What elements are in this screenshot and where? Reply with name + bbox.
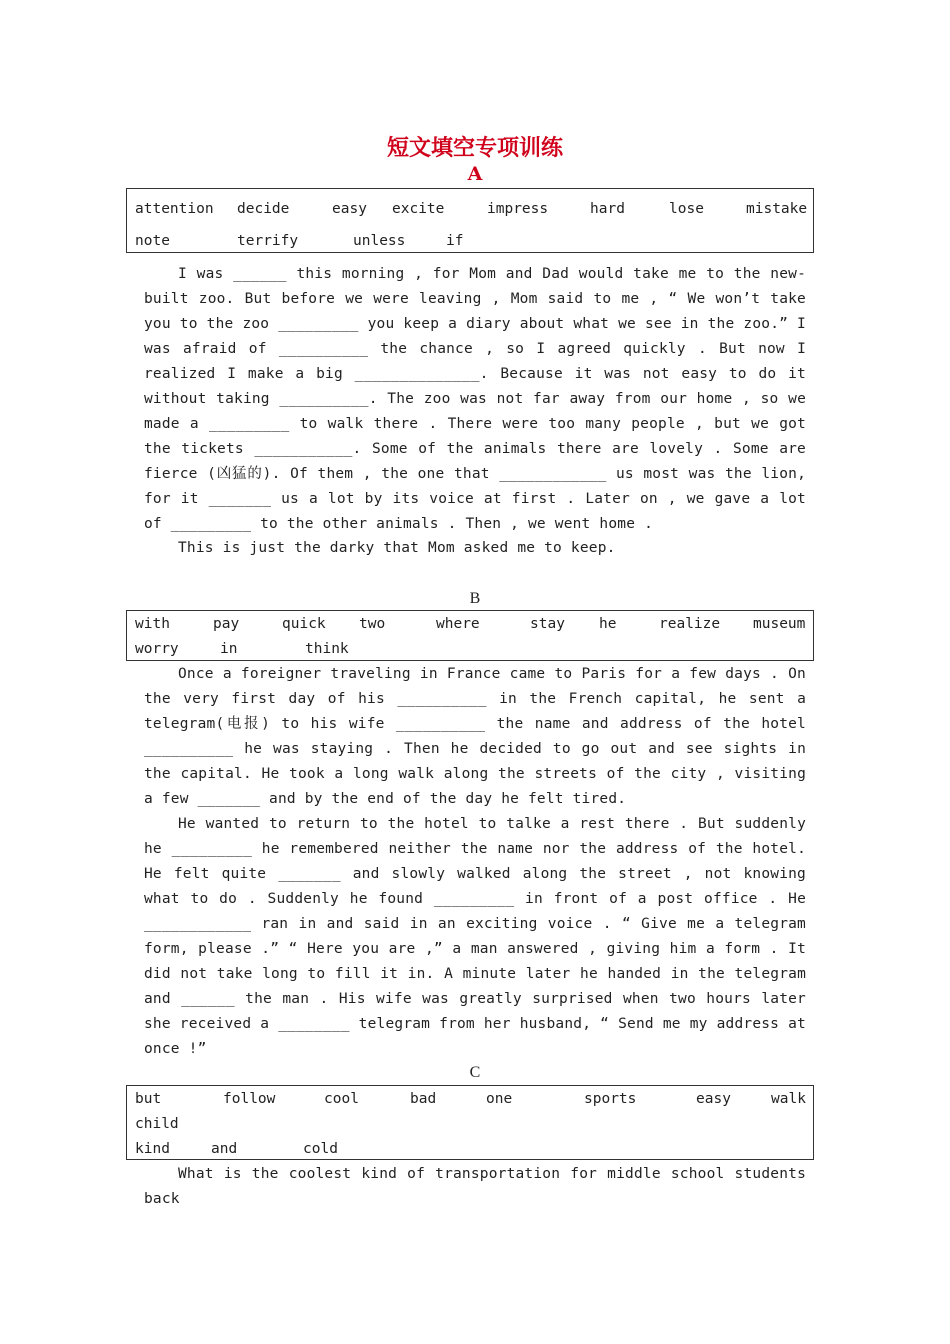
word-item: pay <box>213 616 240 632</box>
word-item: he <box>599 616 617 632</box>
word-item: unless <box>353 233 406 249</box>
word-item: lose <box>669 201 704 217</box>
word-row <box>127 199 815 219</box>
section-b-label: B <box>469 590 481 607</box>
word-box-c <box>126 1085 814 1160</box>
word-item: sports <box>584 1091 637 1107</box>
paragraph: What is the coolest kind of transportation for middle school students back <box>144 1166 806 1207</box>
word-item: two <box>359 616 386 632</box>
word-item: terrify <box>237 233 299 249</box>
word-item: mistake <box>746 201 808 217</box>
word-item: with <box>135 616 170 632</box>
word-item: hard <box>590 201 625 217</box>
word-row <box>127 231 815 251</box>
paragraph: I was ______ this morning , for Mom and Dad would take me to the new-built zoo. But before we were leaving , Mom said to me , “ We won’t take you to the zoo _________ you keep a diary about what we see in the zoo.” I was afraid of __________ the chance , so I agreed quickly . But now I realized I make a big ______________. Because it was not easy to do it without taking __________. The zoo was not far away from our home , so we made a _________ to walk there . There were too many people , but we got the tickets ___________. Some of the animals there are lovely . Some are fierce (凶猛的). Of them , the one that ____________ us most was the lion, for it _______ us a lot by its voice at first . Later on , we gave a lot of _________ to the other animals . Then , we went home . <box>144 266 806 532</box>
word-item: but <box>135 1091 162 1107</box>
word-item: follow <box>223 1091 276 1107</box>
word-item: kind <box>135 1141 170 1157</box>
word-row <box>127 614 815 634</box>
word-row <box>127 639 815 659</box>
word-item: think <box>305 641 349 657</box>
section-a-label: A <box>467 163 483 185</box>
word-item: if <box>446 233 464 249</box>
word-item: bad <box>410 1091 437 1107</box>
word-item: cold <box>303 1141 338 1157</box>
word-item: attention <box>135 201 214 217</box>
paragraph: This is just the darky that Mom asked me to keep. <box>178 540 616 556</box>
paragraph: He wanted to return to the hotel to talke a rest there . But suddenly he _________ he remembered neither the name nor the address of the hotel. He felt quite _______ and slowly walked along the street , not knowing what to do . Suddenly he found _________ in front of a post office . He ____________ ran in and said in an exciting voice . “ Give me a telegram form, please .” “ Here you are ,” a man answered , giving him a form . It did not take long to fill it in. A minute later he handed in the telegram and ______ the man . His wife was greatly surprised when two hours later she received a ________ telegram from her husband, “ Send me my address at once !” <box>144 816 806 1057</box>
word-row <box>127 1114 815 1134</box>
word-row <box>127 1139 815 1159</box>
word-box-a <box>126 188 814 253</box>
word-item: excite <box>392 201 445 217</box>
word-row <box>127 1089 815 1109</box>
word-item: museum <box>753 616 806 632</box>
section-c-label: C <box>469 1064 481 1081</box>
word-item: worry <box>135 641 179 657</box>
word-item: quick <box>282 616 326 632</box>
word-item: stay <box>530 616 565 632</box>
word-item: cool <box>324 1091 359 1107</box>
word-item: impress <box>487 201 549 217</box>
word-item: realize <box>659 616 721 632</box>
word-item: one <box>486 1091 513 1107</box>
word-item: decide <box>237 201 290 217</box>
word-item: easy <box>332 201 367 217</box>
word-item: note <box>135 233 170 249</box>
word-item: in <box>220 641 238 657</box>
word-item: walk <box>771 1091 806 1107</box>
word-box-b <box>126 610 814 661</box>
page-title: 短文填空专项训练 <box>386 135 563 161</box>
word-item: easy <box>696 1091 731 1107</box>
word-item: child <box>135 1116 179 1132</box>
word-item: and <box>211 1141 238 1157</box>
paragraph: Once a foreigner traveling in France came to Paris for a few days . On the very first day of his __________ in the French capital, he sent a telegram(电报) to his wife __________ the name and address of the hotel __________ he was staying . Then he decided to go out and see sights in the capital. He took a long walk along the streets of the city , visiting a few _______ and by the end of the day he felt tired. <box>144 666 806 807</box>
word-item: where <box>436 616 480 632</box>
